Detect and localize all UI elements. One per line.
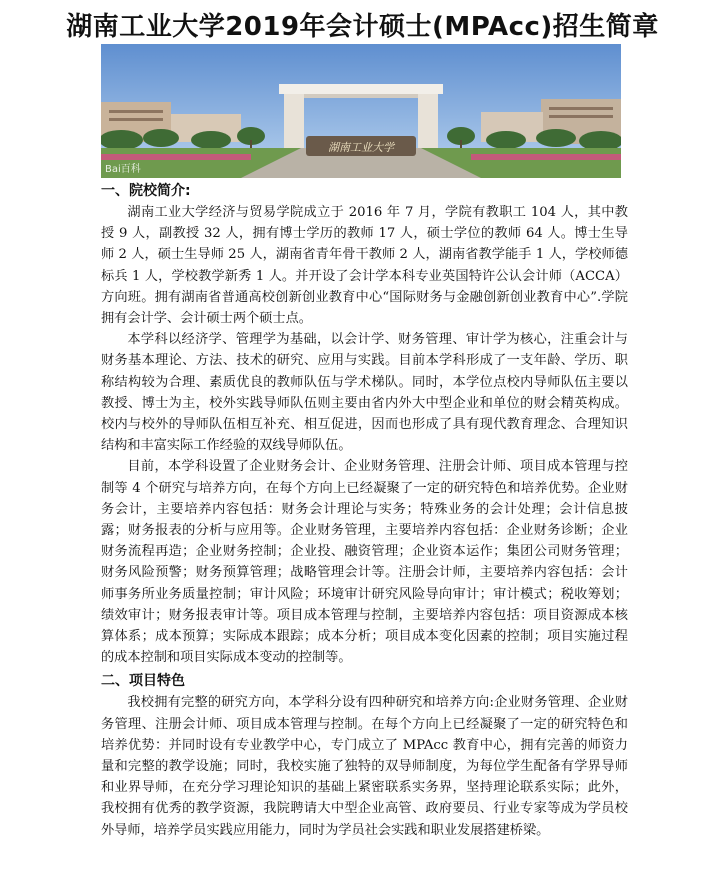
document-title: 湖南工业大学2019年会计硕士(MPAcc)招生简章: [66, 12, 659, 42]
paragraph-intro-3: 目前，本学科设置了企业财务会计、企业财务管理、注册会计师、项目成本管理与控制等 4 个研究与培养方向，在每个方向上已经凝聚了一定的研究特色和培养优势。企业财务会计，主要培养内容包括：财务会计理论与实务；特殊业务的会计处理；会计信息披露；财务报表的分析与应用等。企业财务管理，主要培养内容包括：企业财务诊断；企业财务流程再造；企业财务控制；企业投、融资管理；企业资本运作；集团公司财务管理；财务风险预警；财务预算管理；战略管理会计等。注册会计师，主要培养内容包括：会计师事务所业务质量控制；审计风险；环境审计研究风险导向审计；审计模式；税收筹划；绩效审计；财务报表审计等。项目成本管理与控制，主要培养内容包括：项目资源成本核算体系；成本预算；实际成本跟踪；成本分析；项目成本变化因素的控制；项目实施过程的成本控制和项目实际成本变动的控制等。: [101, 459, 628, 666]
section-heading-features: 二、项目特色: [101, 673, 185, 690]
gate-sign-text: 湖南工业大学: [328, 141, 394, 154]
paragraph-intro-1: 湖南工业大学经济与贸易学院成立于 2016 年 7 月，学院有教职工 104 人，其中教授 9 人，副教授 32 人，拥有博士学历的教师 17 人，硕士学位的教师 64 人。博士生导师 2 人，硕士生导师 25 人，湖南省青年骨干教师 2 人，湖南省教学能手 1 人，学校师德标兵 1 人，学校教学新秀 1 人。并开设了会计学本科专业英国特许公认会计师（ACCA）方向班。拥有湖南省普通高校创新创业教育中心“国际财务与金融创新创业教育中心”.学院拥有会计学、会计硕士两个硕士点。: [101, 205, 628, 327]
document-body: [101, 178, 628, 841]
section-heading-intro: 一、院校简介:: [101, 183, 191, 199]
campus-gate-photo: [101, 44, 621, 178]
baike-watermark: Bai百科: [105, 164, 141, 175]
paragraph-features-1: 我校拥有完整的研究方向，本学科分设有四种研究和培养方向:企业财务管理、企业财务管理、注册会计师、项目成本管理与控制。在每个方向上已经凝聚了一定的研究特色和培养优势：并同时设有专业教学中心，专门成立了 MPAcc 教育中心，拥有完善的师资力量和完整的教学设施；同时，我校实施了独特的双导师制度，为每位学生配备有学界导师和业界导师，在充分学习理论知识的基础上紧密联系实务界，坚持理论联系实际；此外，我校拥有优秀的教学资源，我院聘请大中型企业高管、政府要员、行业专家等成为学员校外导师，培养学员实践应用能力，同时为学员社会实践和职业发展搭建桥梁。: [101, 695, 628, 838]
paragraph-intro-2: 本学科以经济学、管理学为基础，以会计学、财务管理、审计学为核心，注重会计与财务基本理论、方法、技术的研究、应用与实践。目前本学科形成了一支年龄、学历、职称结构较为合理、素质优良的教师队伍与学术梯队。同时，本学位点校内导师队伍主要以教授、博士为主，校外实践导师队伍则主要由省内外大中型企业和单位的财会精英构成。校内与校外的导师队伍相互补充、相互促进，因而也形成了具有现代教育理念、合理知识结构和丰富实际工作经验的双线导师队伍。: [101, 332, 628, 454]
